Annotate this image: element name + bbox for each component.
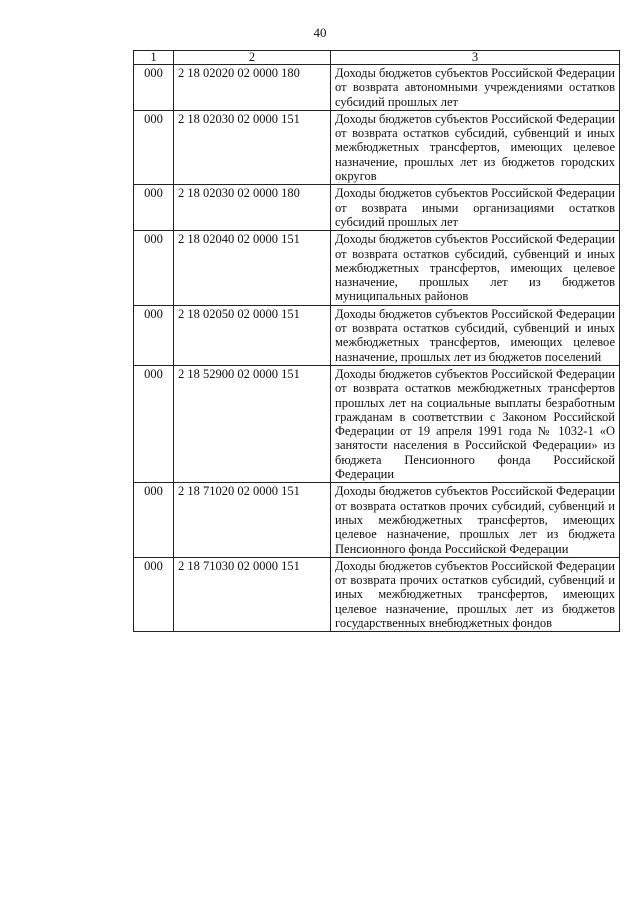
budget-code-cell: 2 18 02020 02 0000 180 [174,65,331,111]
page-number: 40 [313,25,327,40]
admin-code-cell: 000 [134,483,174,557]
column-header-2: 2 [174,51,331,65]
budget-code-cell: 2 18 71030 02 0000 151 [174,557,331,631]
admin-code-cell: 000 [134,557,174,631]
admin-code-cell: 000 [134,185,174,231]
table-row [134,110,620,184]
table-row [134,483,620,557]
table-row [134,231,620,305]
budget-code-cell: 2 18 02030 02 0000 151 [174,110,331,184]
table-row [134,185,620,231]
description-cell: Доходы бюджетов субъектов Российской Федерации от возврата остатков субсидий, субвенций и иных межбюджетных трансфертов, имеющих целевое назначение, прошлых лет из бюджетов городских округов [331,110,620,184]
budget-codes-table [133,50,620,632]
table-row [134,365,620,482]
description-cell: Доходы бюджетов субъектов Российской Федерации от возврата остатков межбюджетных трансфертов прошлых лет на социальные выплаты безработным гражданам в соответствии с Законом Российской Федерации от 19 апреля 1991 года № 1032-1 «О занятости населения в Российской Федерации» из бюджета Пенсионного фонда Российской Федерации [331,365,620,482]
description-cell: Доходы бюджетов субъектов Российской Федерации от возврата остатков субсидий, субвенций и иных межбюджетных трансфертов, имеющих целевое назначение, прошлых лет из бюджетов муниципальных районов [331,231,620,305]
table-row [134,305,620,365]
table-row [134,65,620,111]
budget-code-cell: 2 18 02050 02 0000 151 [174,305,331,365]
budget-code-cell: 2 18 02030 02 0000 180 [174,185,331,231]
description-cell: Доходы бюджетов субъектов Российской Федерации от возврата автономными учреждениями остатков субсидий прошлых лет [331,65,620,111]
table-header-row [134,51,620,65]
description-cell: Доходы бюджетов субъектов Российской Федерации от возврата иными организациями остатков субсидий прошлых лет [331,185,620,231]
budget-code-cell: 2 18 52900 02 0000 151 [174,365,331,482]
admin-code-cell: 000 [134,231,174,305]
description-cell: Доходы бюджетов субъектов Российской Федерации от возврата остатков субсидий, субвенций и иных межбюджетных трансфертов, имеющих целевое назначение, прошлых лет из бюджетов поселений [331,305,620,365]
table-row [134,557,620,631]
admin-code-cell: 000 [134,110,174,184]
column-header-1: 1 [134,51,174,65]
description-cell: Доходы бюджетов субъектов Российской Федерации от возврата остатков прочих субсидий, субвенций и иных межбюджетных трансфертов, имеющих целевое назначение, прошлых лет из бюджета Пенсионного фонда Российской Федерации [331,483,620,557]
budget-code-cell: 2 18 02040 02 0000 151 [174,231,331,305]
admin-code-cell: 000 [134,365,174,482]
description-cell: Доходы бюджетов субъектов Российской Федерации от возврата прочих остатков субсидий, субвенций и иных межбюджетных трансфертов, имеющих целевое назначение, прошлых лет из бюджетов государственных внебюджетных фондов [331,557,620,631]
admin-code-cell: 000 [134,65,174,111]
admin-code-cell: 000 [134,305,174,365]
column-header-3: 3 [331,51,620,65]
budget-code-cell: 2 18 71020 02 0000 151 [174,483,331,557]
